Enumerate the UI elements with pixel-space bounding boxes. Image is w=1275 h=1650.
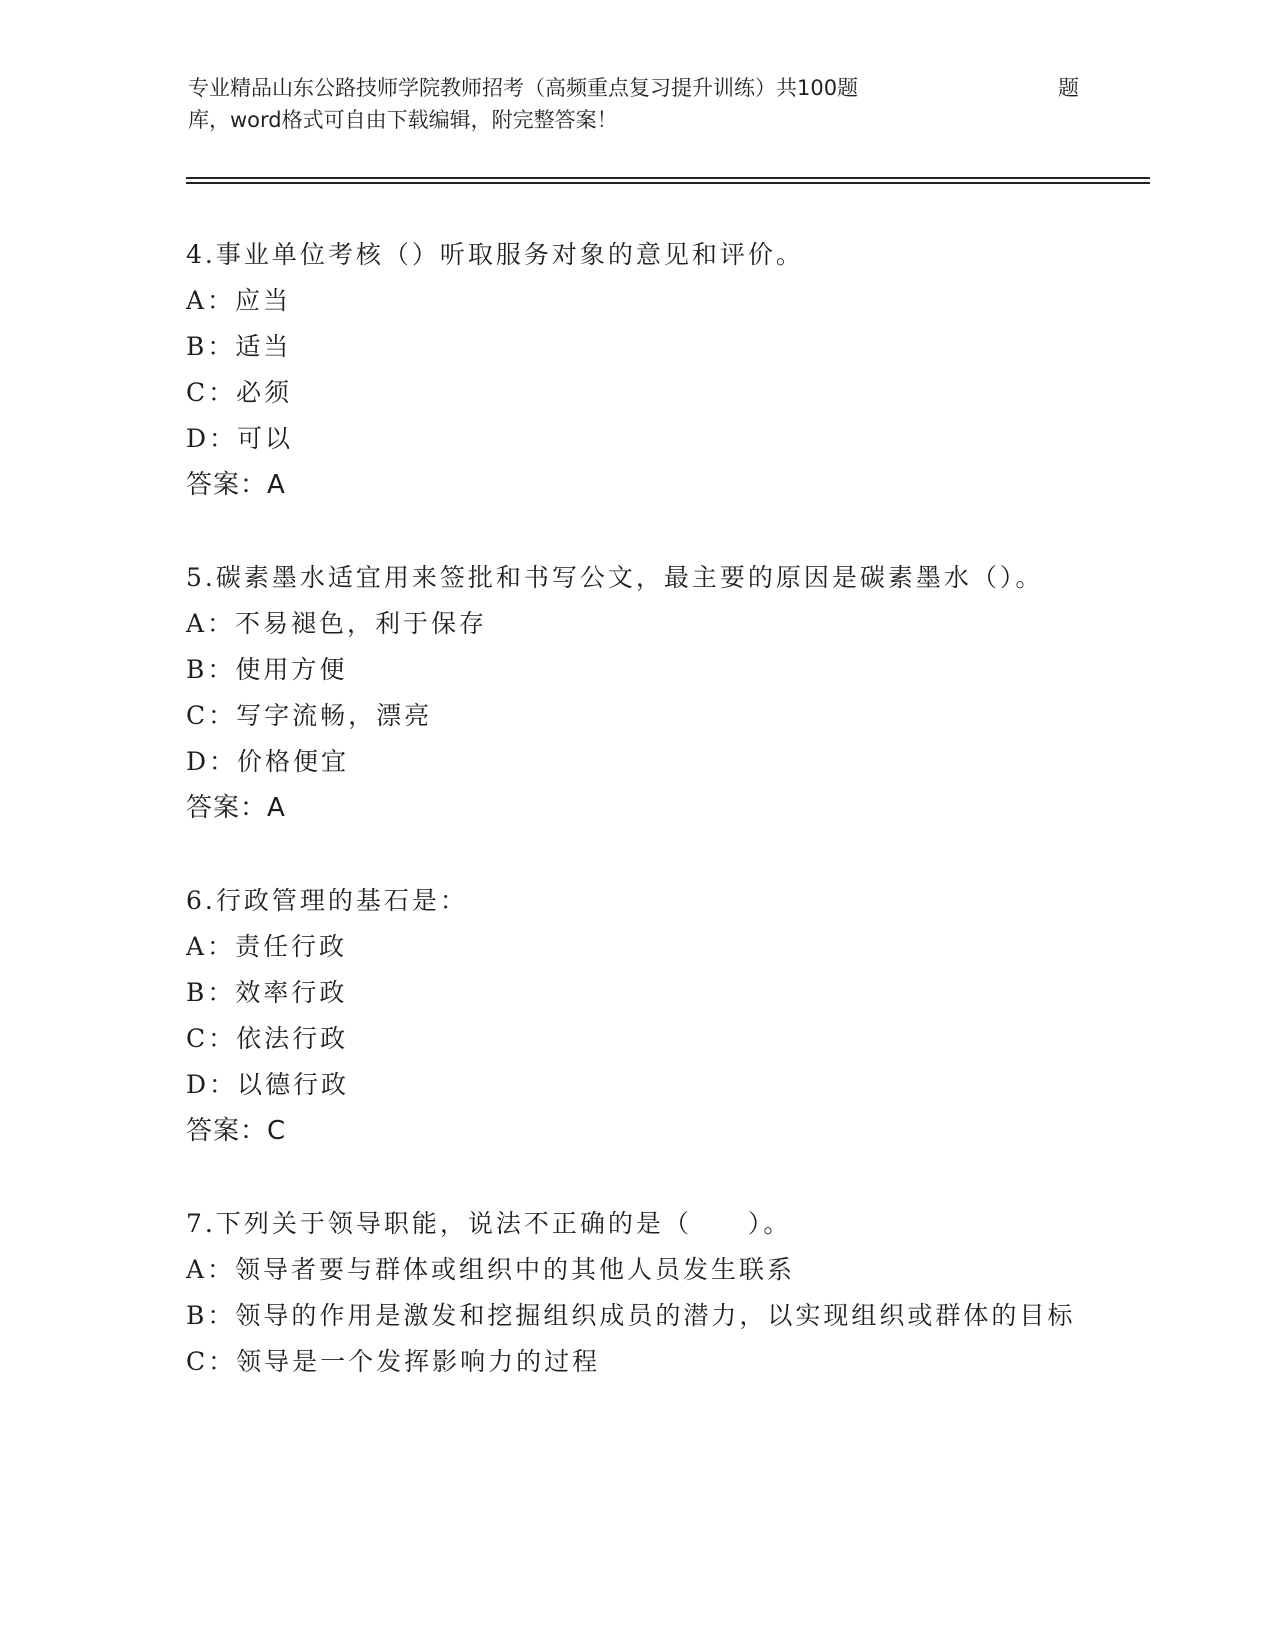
header-line-2: 库，word格式可自由下载编辑，附完整答案！ [188, 108, 618, 132]
option-c: C：写字流畅，漂亮 [186, 701, 433, 730]
option-d: D：价格便宜 [186, 747, 350, 776]
option-a: A：责任行政 [186, 932, 348, 961]
option-b: B：使用方便 [186, 655, 348, 684]
answer: 答案：A [186, 470, 286, 500]
option-c: C：必须 [186, 378, 293, 407]
option-d: D：以德行政 [186, 1070, 350, 1099]
question-5 [186, 555, 1086, 831]
question-list [186, 232, 1086, 1432]
option-d: D：可以 [186, 424, 294, 453]
question-stem: 7.下列关于领导职能，说法不正确的是（ ）。 [186, 1209, 792, 1238]
option-a: A：不易褪色，利于保存 [186, 609, 488, 638]
option-a: A：应当 [186, 286, 292, 315]
answer: 答案：A [186, 793, 286, 823]
answer: 答案：C [186, 1116, 287, 1146]
header-divider-top [186, 177, 1150, 179]
option-b: B：适当 [186, 332, 292, 361]
option-c: C：领导是一个发挥影响力的过程 [186, 1347, 601, 1376]
question-stem: 4.事业单位考核（）听取服务对象的意见和评价。 [186, 240, 804, 269]
option-b: B：效率行政 [186, 978, 348, 1007]
question-stem: 5.碳素墨水适宜用来签批和书写公文，最主要的原因是碳素墨水（）。 [186, 563, 1044, 592]
question-6 [186, 878, 1086, 1154]
question-7 [186, 1201, 1086, 1385]
document-header [188, 72, 1088, 136]
header-title: 专业精品山东公路技师学院教师招考（高频重点复习提升训练）共100题 [188, 76, 859, 100]
header-line-1 [188, 72, 1088, 104]
option-c: C：依法行政 [186, 1024, 349, 1053]
question-stem: 6.行政管理的基石是： [186, 886, 468, 915]
option-a: A：领导者要与群体或组织中的其他人员发生联系 [186, 1255, 796, 1284]
option-b: B：领导的作用是激发和挖掘组织成员的潜力，以实现组织或群体的目标 [186, 1301, 1076, 1330]
header-title-suffix: 题 [1058, 76, 1079, 100]
header-divider-bottom [186, 182, 1150, 184]
question-4 [186, 232, 1086, 508]
